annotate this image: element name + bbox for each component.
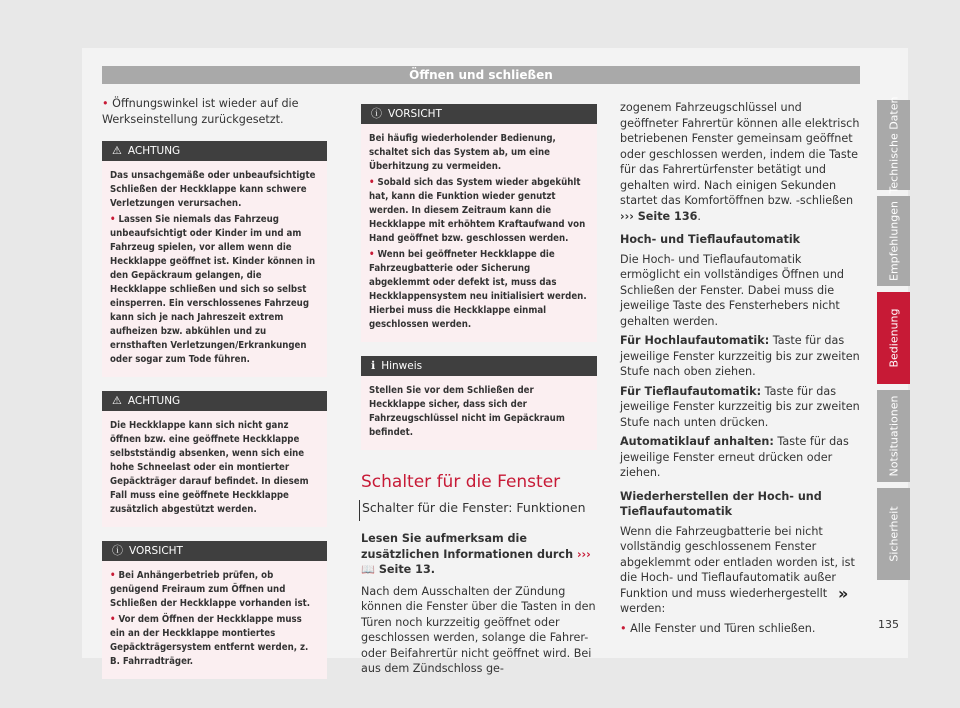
warning-bullet [110,213,319,367]
warning-paragraph: Das unsachgemäße oder unbeaufsichtigte Schließen der Heckklappe kann schwere Verletzungen verursachen. [110,170,316,209]
bullet-icon: • [620,621,631,635]
tab-label: Notsituationen [887,395,900,477]
tab-label: Empfehlungen [887,201,900,281]
hint-box-header [361,356,597,376]
tab-notsituationen[interactable] [877,390,910,482]
bullet-icon: • [110,614,119,625]
column-2 [361,104,597,677]
page-number: 135 [878,618,899,631]
warning-box-1 [102,141,327,377]
heading-restore: Wiederherstellen der Hoch- und Tieflaufautomatik [620,489,822,518]
caution-box-header [361,104,597,124]
tab-label: Technische Daten [887,96,900,194]
reference-page-link[interactable]: Seite 13 [378,563,431,576]
stop-text [620,434,860,481]
warning-label: ACHTUNG [127,395,181,407]
reference-arrows-icon: ››› [576,547,591,561]
info-reference: Lesen Sie aufmerksam die zusätzlichen Informationen durch ››› 📖 Seite 13. [361,532,591,576]
warning-triangle-icon: ⚠ [112,394,122,407]
tab-sicherheit[interactable] [877,488,910,580]
hoch-description: Taste für das jeweilige Fenster kurzzeitig bis zur zweiten Stufe nach oben ziehen. [620,334,860,378]
continued-text: zogenem Fahrzeugschlüssel und geöffneter Fahrertür können alle elektrisch betriebenen Fenster gemeinsam geöffnet oder geschlossen werden, indem die Taste für das Fahrertürfenster betätigt und gehalten wird. Nach einigen Sekunden startet das Komfortöffnen bzw. -schließen [620,101,860,207]
heading-automatic: Hoch- und Tieflaufautomatik [620,233,801,246]
caution-box-1 [102,541,327,679]
caution-bullet [110,569,319,611]
automatic-text: Die Hoch- und Tieflaufautomatik ermöglicht ein vollständiges Öffnen und Schließen der Fenster. Dabei muss die jeweilige Taste des Fensterhebers nicht gehalten werden. [620,252,845,328]
warning-box-2 [102,391,327,527]
hint-box [361,356,597,450]
continue-arrow-icon: » [838,584,849,603]
caution-label: VORSICHT [388,108,442,120]
tab-bedienung[interactable] [877,292,910,384]
subsection-heading-wrap [359,500,597,521]
warning-box-header [102,391,327,411]
caution-circle-icon: ⓘ [112,544,123,557]
warning-box-header [102,141,327,161]
tief-description: Taste für das jeweilige Fenster kurzzeitig bis zur zweiten Stufe nach unten drücken. [620,384,860,429]
caution-box-body [361,124,597,342]
warning-bullet-text: Lassen Sie niemals das Fahrzeug unbeaufsichtigt oder Kinder im und am Fahrzeug spielen, vor allem wenn die Heckklappe geöffnet ist. Kinder können in den Gepäckraum gelangen, die Heckklappe schließen und sich so selbst einsperren. Ein verschlossenes Fahrzeug kann sich je nach Jahreszeit extrem aufheizen bzw. abkühlen und zu ernsthaften Verletzungen/Erkrankungen oder sogar zum Tode führen. [110,214,316,365]
hint-box-body [361,376,597,450]
book-icon: 📖 [361,563,375,576]
caution-paragraph: Bei häufig wiederholender Bedienung, schaltet sich das System ab, um eine Überhitzung zu vermeiden. [369,133,556,172]
caution-bullet [369,248,589,332]
info-reference-text: Lesen Sie aufmerksam die zusätzlichen Informationen durch [361,532,574,561]
caution-box-2 [361,104,597,342]
tab-empfehlungen[interactable] [877,196,910,286]
bullet-icon: • [369,249,378,260]
caution-bullet [110,613,319,669]
continued-paragraph: zogenem Fahrzeugschlüssel und geöffneter Fahrertür können alle elektrisch betriebenen Fenster gemeinsam geöffnet oder geschlossen werden, indem die Taste für das Fahrertürfenster betätigt und gehalten wird. Nach einigen Sekunden startet das Komfortöffnen bzw. -schließen ››› Seite 136. [620,101,860,223]
bullet-icon: • [110,570,119,581]
caution-box-header [102,541,327,561]
warning-paragraph: Die Heckklappe kann sich nicht ganz öffnen bzw. eine geöffnete Heckklappe selbstständig absenken, wenn sich eine hohe Schneelast oder ein montierter Gepäckträger darauf befindet. In diesem Fall muss eine geöffnete Heckklappe zusätzlich abgestützt werden. [110,420,309,515]
reference-link[interactable]: ››› Seite 136 [620,209,698,223]
bullet-icon: • [369,177,378,188]
hint-label: Hinweis [381,360,423,372]
tief-text [620,384,860,431]
caution-box-body [102,561,327,679]
hoch-text [620,333,860,380]
caution-circle-icon: ⓘ [371,107,382,120]
section-heading: Schalter für die Fenster [361,472,561,492]
column-3 [620,100,860,636]
tab-label: Bedienung [887,308,900,368]
page-header: Öffnen und schließen [102,66,860,84]
stop-label: Automatiklauf anhalten: [620,435,774,448]
caution-bullet [369,176,589,246]
warning-box-body [102,161,327,377]
stop-description: Taste für das jeweilige Fenster erneut drücken oder ziehen. [620,435,849,479]
body-text: Nach dem Ausschalten der Zündung können die Fenster über die Tasten in den Türen noch kurzzeitig geöffnet oder geschlossen werden, solange die Fahrer- oder Beifahrertür nicht geöffnet wird. Bei aus dem Zündschloss ge- [361,584,596,675]
warning-box-body [102,411,327,527]
tab-technische-daten[interactable] [877,96,910,194]
intro-text [102,96,327,127]
warning-label: ACHTUNG [127,145,181,157]
caution-bullet-text: Sobald sich das System wieder abgekühlt hat, kann die Funktion wieder genutzt werden. In diesem Zeitraum kann die Heckklappe mit erhöhtem Kraftaufwand von Hand geöffnet bzw. geschlossen werden. [369,177,586,244]
tief-label: Für Tieflaufautomatik: [620,384,762,398]
hint-paragraph: Stellen Sie vor dem Schließen der Heckklappe sicher, dass sich der Fahrzeugschlüssel nicht im Gepäckraum befindet. [369,385,565,438]
info-icon: ℹ [371,359,376,372]
caution-bullet-text: Wenn bei geöffneter Heckklappe die Fahrzeugbatterie oder Sicherung abgeklemmt oder defekt ist, muss das Heckklappensystem neu initialisiert werden. Hierbei muss die Heckklappe einmal geschlossen werden. [369,249,587,330]
column-1 [102,96,327,679]
subsection-heading: Schalter für die Fenster: Funktionen [362,500,586,515]
bullet-icon: • [102,97,113,110]
warning-triangle-icon: ⚠ [112,144,122,157]
caution-bullet-text: Bei Anhängerbetrieb prüfen, ob genügend Freiraum zum Öffnen und Schließen der Heckklappe vorhanden ist. [110,570,311,609]
intro-text-content: Öffnungswinkel ist wieder auf die Werkseinstellung zurückgesetzt. [102,97,299,126]
caution-bullet-text: Vor dem Öffnen der Heckklappe muss ein an der Heckklappe montiertes Gepäckträgersystem entfernt werden, z. B. Fahrradträger. [110,614,309,667]
restore-text: Wenn die Fahrzeugbatterie bei nicht vollständig geschlossenem Fenster abgeklemmt oder entladen worden ist, ist die Hoch- und Tieflaufautomatik außer Funktion und muss wiederhergestellt werden: [620,524,855,615]
hoch-label: Für Hochlaufautomatik: [620,334,770,347]
restore-bullet [620,621,860,637]
caution-label: VORSICHT [129,545,183,557]
bullet-icon: • [110,214,119,225]
tab-label: Sicherheit [887,506,900,562]
restore-bullet-text: Alle Fenster und Türen schließen. [630,621,816,635]
